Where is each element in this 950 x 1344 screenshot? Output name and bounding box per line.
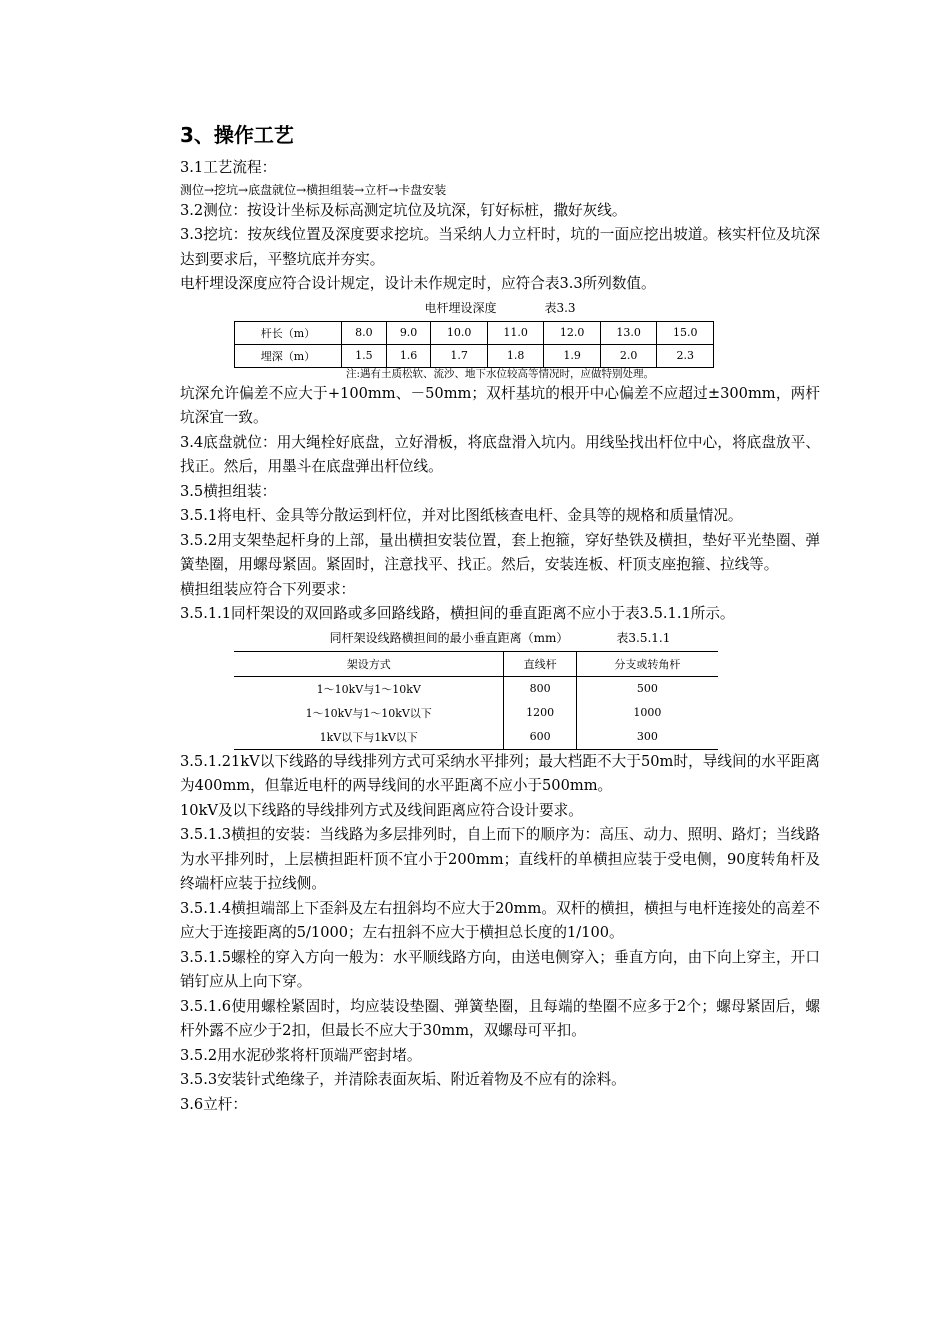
paragraph: 3.5.1.21kV以下线路的导线排列方式可采纳水平排列；最大档距不大于50m时，导线间的水平距离为400mm，但靠近电杆的两导线间的水平距离不应小于500mm。 xyxy=(180,752,820,794)
paragraph: 3.5.1.5螺栓的穿入方向一般为：水平顺线路方向，由送电侧穿入；垂直方向，由下向上穿主，开口销钉应从上向下穿。 xyxy=(180,948,820,990)
process-flow: 测位→挖坑→底盘就位→横担组装→立杆→卡盘安装 xyxy=(180,182,447,197)
table-row xyxy=(235,321,714,344)
table-caption xyxy=(180,629,820,647)
table-cell: 500 xyxy=(576,676,718,701)
table-cell: 8.0 xyxy=(342,321,387,344)
table-cell: 1.8 xyxy=(487,344,544,367)
paragraph: 电杆埋设深度应符合设计规定，设计未作规定时，应符合表3.3所列数值。 xyxy=(180,275,656,292)
table-cell: 2.3 xyxy=(657,344,714,367)
paragraph: 3.6立杆： xyxy=(180,1095,247,1113)
table-cell: 10.0 xyxy=(431,321,488,344)
table-cell: 1kV以下与1kV以下 xyxy=(234,725,504,750)
crossarm-distance-table xyxy=(234,651,718,750)
table-cell: 2.0 xyxy=(600,344,657,367)
table-title: 电杆埋设深度 xyxy=(424,300,497,315)
section-heading: 3、操作工艺 xyxy=(180,123,294,147)
table-cell: 15.0 xyxy=(657,321,714,344)
table-header-row xyxy=(234,651,718,676)
table-cell: 1～10kV与1～10kV xyxy=(316,682,421,696)
paragraph: 坑深允许偏差不应大于+100mm、－50mm；双杆基坑的根开中心偏差不应超过±300mm，两杆坑深宜一致。 xyxy=(180,384,820,426)
document-page xyxy=(180,120,820,1117)
table-number: 表3.3 xyxy=(544,300,576,315)
paragraph: 3.5.3安装针式绝缘子，并清除表面灰垢、附近着物及不应有的涂料。 xyxy=(180,1071,626,1088)
paragraph: 3.5.1.4横担端部上下歪斜及左右扭斜均不应大于20mm。双杆的横担，横担与电杆连接处的高差不应大于连接距离的5/1000；左右扭斜不应大于横担总长度的1/100。 xyxy=(180,899,820,941)
table-note: 注:遇有土质松软、流沙、地下水位较高等情况时，应做特别处理。 xyxy=(345,367,655,380)
table-cell: 1.9 xyxy=(544,344,601,367)
paragraph: 3.2测位：按设计坐标及标高测定坑位及坑深，钉好标桩，撒好灰线。 xyxy=(180,201,627,219)
table-row xyxy=(234,676,718,701)
table-cell: 13.0 xyxy=(600,321,657,344)
table-cell: 1.5 xyxy=(342,344,387,367)
table-row xyxy=(235,344,714,367)
burial-depth-table xyxy=(234,321,714,368)
table-cell: 11.0 xyxy=(487,321,544,344)
table-cell: 300 xyxy=(576,725,718,750)
paragraph: 3.4底盘就位：用大绳栓好底盘，立好滑板，将底盘滑入坑内。用线坠找出杆位中心，将底盘放平、找正。然后，用墨斗在底盘弹出杆位线。 xyxy=(180,433,820,475)
table-title: 同杆架设线路横担间的最小垂直距离（mm） xyxy=(329,630,569,645)
table-row xyxy=(234,725,718,750)
paragraph: 10kV及以下线路的导线排列方式及线间距离应符合设计要求。 xyxy=(180,801,583,819)
table-cell: 1200 xyxy=(504,701,576,725)
table-cell: 1000 xyxy=(576,701,718,725)
table-cell: 1～10kV与1～10kV以下 xyxy=(305,706,432,720)
table-cell: 1.7 xyxy=(431,344,488,367)
table-number: 表3.5.1.1 xyxy=(616,630,671,645)
paragraph: 3.3挖坑：按灰线位置及深度要求挖坑。当采纳人力立杆时，坑的一面应挖出坡道。核实杆位及坑深达到要求后，平整坑底并夯实。 xyxy=(180,226,820,268)
table-cell: 600 xyxy=(504,725,576,750)
column-header: 架设方式 xyxy=(234,651,504,676)
table-cell: 9.0 xyxy=(386,321,431,344)
column-header: 直线杆 xyxy=(504,651,576,676)
paragraph: 3.5.2用水泥砂浆将杆顶端严密封堵。 xyxy=(180,1046,422,1064)
paragraph: 3.5.1将电杆、金具等分散运到杆位，并对比图纸核查电杆、金具等的规格和质量情况。 xyxy=(180,507,743,524)
column-header: 分支或转角杆 xyxy=(576,651,718,676)
paragraph: 3.5.1.3横担的安装：当线路为多层排列时，自上而下的顺序为：高压、动力、照明、路灯；当线路为水平排列时，上层横担距杆顶不宜小于200mm；直线杆的单横担应装于受电侧，90度转角杆及终端杆应装于拉线侧。 xyxy=(180,826,820,892)
paragraph: 横担组装应符合下列要求： xyxy=(180,580,356,598)
paragraph: 3.5.2用支架垫起杆身的上部，量出横担安装位置，套上抱箍，穿好垫铁及横担，垫好平光垫圈、弹簧垫圈，用螺母紧固。紧固时，注意找平、找正。然后，安装连板、杆顶支座抱箍、拉线等。 xyxy=(180,531,820,573)
table-cell: 杆长（m） xyxy=(235,321,342,344)
table-row xyxy=(234,701,718,725)
table-cell: 1.6 xyxy=(386,344,431,367)
table-cell: 埋深（m） xyxy=(235,344,342,367)
paragraph: 3.1工艺流程： xyxy=(180,159,277,176)
table-cell: 800 xyxy=(504,676,576,701)
paragraph: 3.5横担组装： xyxy=(180,482,277,500)
table-caption xyxy=(180,299,820,317)
paragraph: 3.5.1.1同杆架设的双回路或多回路线路，横担间的垂直距离不应小于表3.5.1.1所示。 xyxy=(180,605,735,622)
paragraph: 3.5.1.6使用螺栓紧固时，均应装设垫圈、弹簧垫圈，且每端的垫圈不应多于2个；螺母紧固后，螺杆外露不应少于2扣，但最长不应大于30mm，双螺母可平扣。 xyxy=(180,997,820,1039)
table-cell: 12.0 xyxy=(544,321,601,344)
